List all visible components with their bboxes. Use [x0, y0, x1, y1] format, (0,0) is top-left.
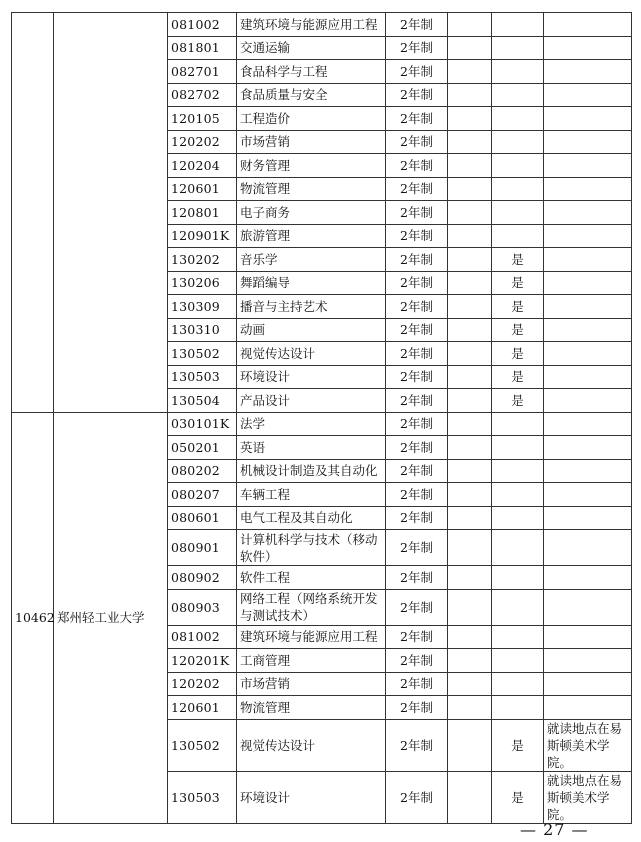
major-name-cell: 英语	[237, 436, 386, 460]
major-name-cell: 工商管理	[237, 649, 386, 673]
empty-cell	[448, 60, 492, 84]
empty-cell	[448, 248, 492, 272]
duration-cell: 2年制	[386, 566, 448, 590]
major-name-cell: 财务管理	[237, 154, 386, 178]
major-code-cell: 120901K	[168, 224, 237, 248]
duration-cell: 2年制	[386, 154, 448, 178]
major-name-cell: 食品质量与安全	[237, 83, 386, 107]
empty-cell	[448, 83, 492, 107]
empty-cell	[448, 506, 492, 530]
major-code-cell: 120202	[168, 130, 237, 154]
major-code-cell: 120801	[168, 201, 237, 225]
flag-cell	[492, 530, 544, 566]
duration-cell: 2年制	[386, 625, 448, 649]
note-cell	[544, 389, 632, 413]
note-cell	[544, 107, 632, 131]
duration-cell: 2年制	[386, 107, 448, 131]
duration-cell: 2年制	[386, 248, 448, 272]
note-cell	[544, 625, 632, 649]
empty-cell	[448, 201, 492, 225]
flag-cell	[492, 83, 544, 107]
note-cell	[544, 177, 632, 201]
empty-cell	[448, 271, 492, 295]
duration-cell: 2年制	[386, 36, 448, 60]
empty-cell	[448, 107, 492, 131]
note-cell	[544, 649, 632, 673]
empty-cell	[448, 389, 492, 413]
flag-cell: 是	[492, 295, 544, 319]
duration-cell: 2年制	[386, 412, 448, 436]
major-name-cell: 网络工程（网络系统开发与测试技术）	[237, 589, 386, 625]
empty-cell	[448, 771, 492, 823]
flag-cell: 是	[492, 342, 544, 366]
duration-cell: 2年制	[386, 130, 448, 154]
flag-cell	[492, 107, 544, 131]
university-name-cell	[54, 13, 168, 413]
flag-cell	[492, 483, 544, 507]
major-code-cell: 120601	[168, 696, 237, 720]
major-code-cell: 120204	[168, 154, 237, 178]
empty-cell	[448, 36, 492, 60]
major-name-cell: 动画	[237, 318, 386, 342]
note-cell	[544, 154, 632, 178]
empty-cell	[448, 483, 492, 507]
flag-cell	[492, 60, 544, 84]
duration-cell: 2年制	[386, 589, 448, 625]
major-code-cell: 130502	[168, 342, 237, 366]
duration-cell: 2年制	[386, 719, 448, 771]
note-cell	[544, 436, 632, 460]
empty-cell	[448, 295, 492, 319]
note-cell	[544, 13, 632, 37]
major-code-cell: 130202	[168, 248, 237, 272]
flag-cell: 是	[492, 771, 544, 823]
flag-cell	[492, 625, 544, 649]
note-cell	[544, 295, 632, 319]
empty-cell	[448, 177, 492, 201]
major-name-cell: 建筑环境与能源应用工程	[237, 13, 386, 37]
major-code-cell: 081002	[168, 13, 237, 37]
empty-cell	[448, 589, 492, 625]
university-name-cell: 郑州轻工业大学	[54, 412, 168, 823]
major-code-cell: 080202	[168, 459, 237, 483]
flag-cell	[492, 201, 544, 225]
note-cell	[544, 130, 632, 154]
major-name-cell: 环境设计	[237, 771, 386, 823]
major-code-cell: 080601	[168, 506, 237, 530]
note-cell	[544, 365, 632, 389]
duration-cell: 2年制	[386, 318, 448, 342]
flag-cell	[492, 36, 544, 60]
flag-cell	[492, 130, 544, 154]
duration-cell: 2年制	[386, 771, 448, 823]
flag-cell	[492, 672, 544, 696]
university-code-cell: 10462	[12, 412, 54, 823]
major-name-cell: 计算机科学与技术（移动软件）	[237, 530, 386, 566]
empty-cell	[448, 318, 492, 342]
empty-cell	[448, 342, 492, 366]
empty-cell	[448, 130, 492, 154]
flag-cell	[492, 506, 544, 530]
note-cell	[544, 60, 632, 84]
major-name-cell: 市场营销	[237, 130, 386, 154]
duration-cell: 2年制	[386, 295, 448, 319]
major-name-cell: 播音与主持艺术	[237, 295, 386, 319]
duration-cell: 2年制	[386, 530, 448, 566]
note-cell	[544, 271, 632, 295]
flag-cell	[492, 566, 544, 590]
empty-cell	[448, 459, 492, 483]
major-code-cell: 130503	[168, 771, 237, 823]
duration-cell: 2年制	[386, 649, 448, 673]
flag-cell	[492, 649, 544, 673]
major-name-cell: 电气工程及其自动化	[237, 506, 386, 530]
duration-cell: 2年制	[386, 506, 448, 530]
major-name-cell: 机械设计制造及其自动化	[237, 459, 386, 483]
empty-cell	[448, 696, 492, 720]
duration-cell: 2年制	[386, 83, 448, 107]
major-table	[11, 12, 632, 824]
flag-cell	[492, 436, 544, 460]
duration-cell: 2年制	[386, 696, 448, 720]
note-cell	[544, 459, 632, 483]
note-cell: 就读地点在易斯顿美术学院。	[544, 771, 632, 823]
duration-cell: 2年制	[386, 271, 448, 295]
table-row	[12, 412, 632, 436]
major-name-cell: 旅游管理	[237, 224, 386, 248]
major-code-cell: 120601	[168, 177, 237, 201]
empty-cell	[448, 365, 492, 389]
major-code-cell: 130504	[168, 389, 237, 413]
major-name-cell: 舞蹈编导	[237, 271, 386, 295]
major-code-cell: 080903	[168, 589, 237, 625]
major-name-cell: 物流管理	[237, 696, 386, 720]
major-code-cell: 120105	[168, 107, 237, 131]
note-cell	[544, 224, 632, 248]
major-name-cell: 软件工程	[237, 566, 386, 590]
empty-cell	[448, 566, 492, 590]
empty-cell	[448, 224, 492, 248]
empty-cell	[448, 719, 492, 771]
major-code-cell: 081002	[168, 625, 237, 649]
duration-cell: 2年制	[386, 672, 448, 696]
major-name-cell: 视觉传达设计	[237, 342, 386, 366]
flag-cell	[492, 224, 544, 248]
note-cell	[544, 248, 632, 272]
flag-cell	[492, 154, 544, 178]
major-code-cell: 050201	[168, 436, 237, 460]
note-cell	[544, 201, 632, 225]
major-code-cell: 082701	[168, 60, 237, 84]
note-cell	[544, 412, 632, 436]
note-cell	[544, 696, 632, 720]
major-name-cell: 车辆工程	[237, 483, 386, 507]
major-name-cell: 食品科学与工程	[237, 60, 386, 84]
major-code-cell: 120201K	[168, 649, 237, 673]
note-cell	[544, 342, 632, 366]
major-name-cell: 音乐学	[237, 248, 386, 272]
major-name-cell: 产品设计	[237, 389, 386, 413]
note-cell	[544, 483, 632, 507]
table-body	[12, 13, 632, 824]
major-code-cell: 080207	[168, 483, 237, 507]
duration-cell: 2年制	[386, 483, 448, 507]
note-cell	[544, 530, 632, 566]
major-code-cell: 030101K	[168, 412, 237, 436]
empty-cell	[448, 154, 492, 178]
duration-cell: 2年制	[386, 436, 448, 460]
duration-cell: 2年制	[386, 389, 448, 413]
flag-cell: 是	[492, 248, 544, 272]
note-cell	[544, 36, 632, 60]
major-code-cell: 081801	[168, 36, 237, 60]
major-name-cell: 环境设计	[237, 365, 386, 389]
university-code-cell	[12, 13, 54, 413]
major-name-cell: 电子商务	[237, 201, 386, 225]
flag-cell: 是	[492, 389, 544, 413]
flag-cell: 是	[492, 271, 544, 295]
flag-cell	[492, 696, 544, 720]
major-code-cell: 130309	[168, 295, 237, 319]
duration-cell: 2年制	[386, 459, 448, 483]
major-name-cell: 交通运输	[237, 36, 386, 60]
flag-cell	[492, 177, 544, 201]
duration-cell: 2年制	[386, 177, 448, 201]
duration-cell: 2年制	[386, 365, 448, 389]
flag-cell: 是	[492, 318, 544, 342]
note-cell: 就读地点在易斯顿美术学院。	[544, 719, 632, 771]
empty-cell	[448, 672, 492, 696]
duration-cell: 2年制	[386, 342, 448, 366]
flag-cell	[492, 589, 544, 625]
note-cell	[544, 318, 632, 342]
empty-cell	[448, 412, 492, 436]
duration-cell: 2年制	[386, 60, 448, 84]
empty-cell	[448, 625, 492, 649]
major-name-cell: 物流管理	[237, 177, 386, 201]
note-cell	[544, 672, 632, 696]
flag-cell	[492, 459, 544, 483]
table-row	[12, 13, 632, 37]
flag-cell: 是	[492, 719, 544, 771]
note-cell	[544, 83, 632, 107]
note-cell	[544, 566, 632, 590]
note-cell	[544, 506, 632, 530]
empty-cell	[448, 649, 492, 673]
major-code-cell: 130502	[168, 719, 237, 771]
page-number: — 27 —	[520, 820, 589, 839]
major-name-cell: 法学	[237, 412, 386, 436]
major-code-cell: 120202	[168, 672, 237, 696]
major-code-cell: 080901	[168, 530, 237, 566]
major-code-cell: 130206	[168, 271, 237, 295]
major-name-cell: 视觉传达设计	[237, 719, 386, 771]
empty-cell	[448, 530, 492, 566]
duration-cell: 2年制	[386, 201, 448, 225]
flag-cell	[492, 13, 544, 37]
major-code-cell: 080902	[168, 566, 237, 590]
empty-cell	[448, 13, 492, 37]
flag-cell: 是	[492, 365, 544, 389]
duration-cell: 2年制	[386, 13, 448, 37]
duration-cell: 2年制	[386, 224, 448, 248]
major-code-cell: 130503	[168, 365, 237, 389]
major-name-cell: 建筑环境与能源应用工程	[237, 625, 386, 649]
major-name-cell: 工程造价	[237, 107, 386, 131]
major-code-cell: 130310	[168, 318, 237, 342]
major-name-cell: 市场营销	[237, 672, 386, 696]
empty-cell	[448, 436, 492, 460]
flag-cell	[492, 412, 544, 436]
note-cell	[544, 589, 632, 625]
major-code-cell: 082702	[168, 83, 237, 107]
